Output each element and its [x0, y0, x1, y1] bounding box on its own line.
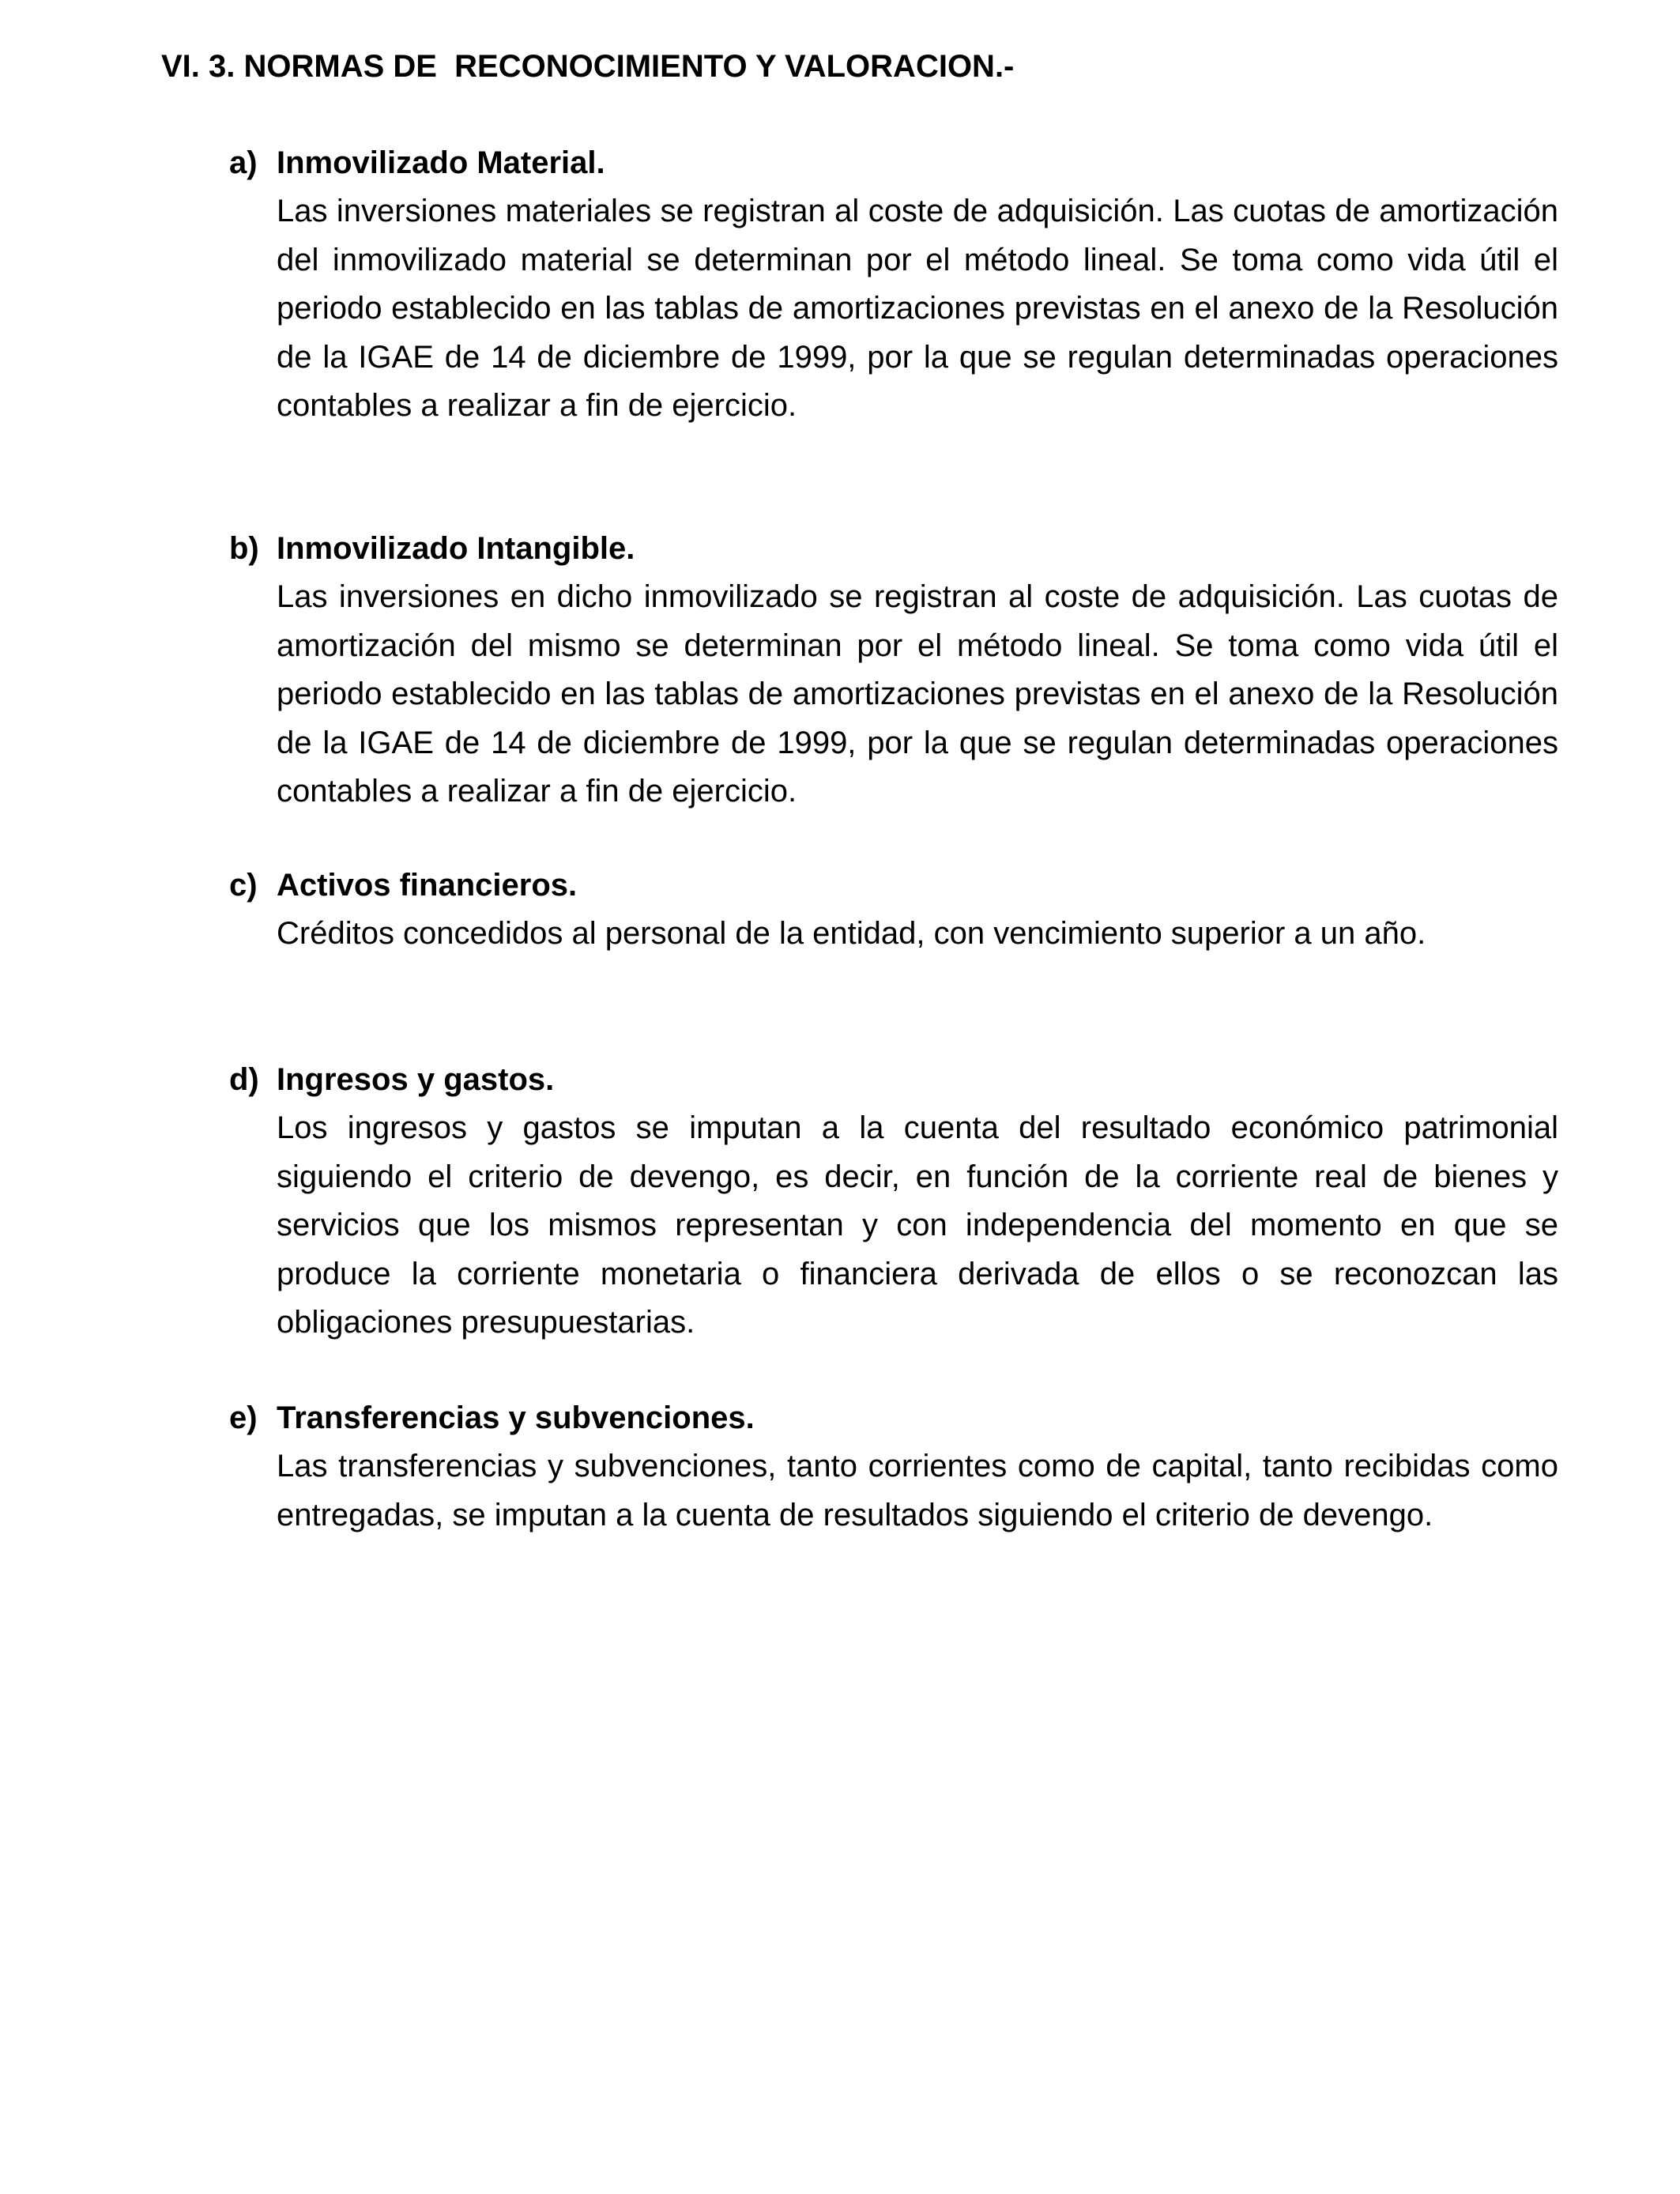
section-marker: b): [229, 531, 259, 566]
page-title: VI. 3. NORMAS DE RECONOCIMIENTO Y VALORACION.-: [161, 49, 1015, 84]
section-marker: c): [229, 868, 258, 903]
section-title: Transferencias y subvenciones.: [277, 1400, 755, 1435]
section-inmovilizado-intangible: [229, 524, 1558, 816]
section-ingresos-gastos: [229, 1055, 1558, 1348]
section-inmovilizado-material: [229, 138, 1558, 431]
section-title: Ingresos y gastos.: [277, 1062, 555, 1097]
section-transferencias-subvenciones: [229, 1393, 1558, 1540]
section-body: Los ingresos y gastos se imputan a la cuenta del resultado económico patrimonial siguiendo el criterio de devengo, es decir, en función de la corriente real de bienes y servicios que los mismos representan y con independencia del momento en que se produce la corriente monetaria o financiera derivada de ellos o se reconozcan las obligaciones presupuestarias.: [277, 1110, 1558, 1340]
section-title: Inmovilizado Intangible.: [277, 531, 635, 566]
section-body: Las inversiones en dicho inmovilizado se registran al coste de adquisición. Las cuotas de amortización del mismo se determinan por el método lineal. Se toma como vida útil el periodo establecido en las tablas de amortizaciones previstas en el anexo de la Resolución de la IGAE de 14 de diciembre de 1999, por la que se regulan determinadas operaciones contables a realizar a fin de ejercicio.: [277, 579, 1558, 809]
section-body: Las transferencias y subvenciones, tanto corrientes como de capital, tanto recibidas como entregadas, se imputan a la cuenta de resultados siguiendo el criterio de devengo.: [277, 1449, 1558, 1532]
section-title: Inmovilizado Material.: [277, 145, 605, 180]
section-body: Las inversiones materiales se registran al coste de adquisición. Las cuotas de amortización del inmovilizado material se determinan por el método lineal. Se toma como vida útil el periodo establecido en las tablas de amortizaciones previstas en el anexo de la Resolución de la IGAE de 14 de diciembre de 1999, por la que se regulan determinadas operaciones contables a realizar a fin de ejercicio.: [277, 194, 1558, 423]
section-body: Créditos concedidos al personal de la entidad, con vencimiento superior a un año.: [277, 916, 1426, 951]
section-marker: e): [229, 1400, 258, 1435]
section-activos-financieros: [229, 861, 1558, 959]
section-title: Activos financieros.: [277, 868, 578, 903]
section-marker: a): [229, 145, 258, 180]
section-marker: d): [229, 1062, 259, 1097]
